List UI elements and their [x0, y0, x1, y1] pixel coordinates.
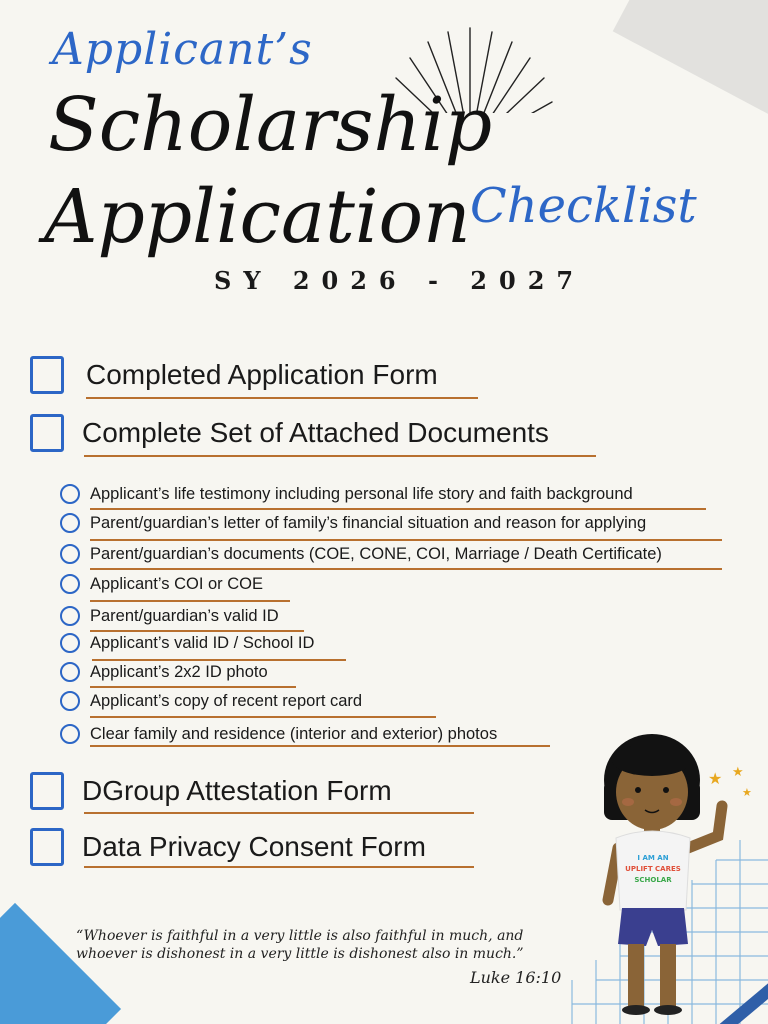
shirt-text: I AM AN [637, 854, 669, 862]
underline-rule [90, 745, 550, 747]
sub-item-label: Applicant’s 2x2 ID photo [90, 662, 268, 681]
scholar-girl-illustration [590, 720, 760, 1020]
sub-checklist-item [60, 724, 497, 744]
sub-item-label: Applicant’s copy of recent report card [90, 691, 363, 710]
sub-item-label: Applicant’s COI or COE [90, 574, 264, 593]
underline-rule [84, 455, 596, 457]
sub-checklist-item [60, 574, 263, 594]
main-checklist-item [30, 414, 549, 452]
main-item-label: Data Privacy Consent Form [82, 831, 426, 862]
sub-checklist-item [60, 662, 268, 682]
main-item-label: Complete Set of Attached Documents [82, 417, 549, 448]
circle-checkbox-icon[interactable] [60, 662, 80, 682]
main-item-label: DGroup Attestation Form [82, 775, 392, 806]
underline-rule [90, 716, 436, 718]
sub-item-label: Parent/guardian’s documents (COE, CONE, COI, Marriage / Death Certificate) [90, 544, 662, 563]
circle-checkbox-icon[interactable] [60, 691, 80, 711]
shirt-text: UPLIFT CARES [625, 865, 681, 873]
circle-checkbox-icon[interactable] [60, 544, 80, 564]
sub-item-label: Clear family and residence (interior and exterior) photos [90, 724, 498, 743]
circle-checkbox-icon[interactable] [60, 724, 80, 744]
main-item-label: Completed Application Form [86, 359, 438, 390]
sub-item-label: Parent/guardian’s valid ID [90, 606, 279, 625]
title-line-1: Scholarship [48, 82, 493, 168]
circle-checkbox-icon[interactable] [60, 484, 80, 504]
underline-rule [90, 600, 290, 602]
sub-item-label: Applicant’s life testimony including personal life story and faith background [90, 484, 633, 503]
svg-text:★: ★ [742, 786, 752, 799]
svg-text:★: ★ [732, 765, 744, 780]
main-checklist-item [30, 828, 426, 866]
sub-item-label: Applicant’s valid ID / School ID [90, 633, 315, 652]
title-accent: Checklist [470, 178, 697, 234]
underline-rule [90, 686, 296, 688]
bible-reference: Luke 16:10 [470, 968, 562, 987]
circle-checkbox-icon[interactable] [60, 606, 80, 626]
sub-checklist-item [60, 633, 314, 653]
shirt-text: SCHOLAR [634, 876, 672, 884]
main-checklist-item [30, 772, 392, 810]
corner-decoration [0, 903, 121, 1024]
sub-checklist-item [60, 484, 633, 504]
svg-text:★: ★ [708, 769, 723, 788]
sub-checklist-item [60, 691, 362, 711]
sub-checklist-item [60, 513, 646, 533]
title-line-2: Application [44, 174, 471, 260]
bible-quote: “Whoever is faithful in a very little is also faithful in much, and whoever is dishonest in a very little is dishonest also in much.” [76, 928, 524, 962]
underline-rule [90, 630, 304, 632]
paper-tape-decoration [613, 0, 768, 116]
sub-item-label: Parent/guardian’s letter of family’s financial situation and reason for applying [90, 513, 647, 532]
checkbox-icon[interactable] [30, 772, 64, 810]
underline-rule [84, 812, 474, 814]
underline-rule [90, 568, 722, 570]
underline-rule [86, 397, 478, 399]
circle-checkbox-icon[interactable] [60, 633, 80, 653]
underline-rule [92, 659, 346, 661]
header-kicker: Applicant’s [52, 24, 313, 75]
checkbox-icon[interactable] [30, 414, 64, 452]
underline-rule [84, 866, 474, 868]
sub-checklist-item [60, 606, 279, 626]
checkbox-icon[interactable] [30, 356, 64, 394]
checkbox-icon[interactable] [30, 828, 64, 866]
school-year: SY 2026 - 2027 [214, 266, 586, 295]
underline-rule [90, 539, 722, 541]
main-checklist-item [30, 356, 438, 394]
circle-checkbox-icon[interactable] [60, 513, 80, 533]
sub-checklist-item [60, 544, 662, 564]
underline-rule [90, 508, 706, 510]
circle-checkbox-icon[interactable] [60, 574, 80, 594]
